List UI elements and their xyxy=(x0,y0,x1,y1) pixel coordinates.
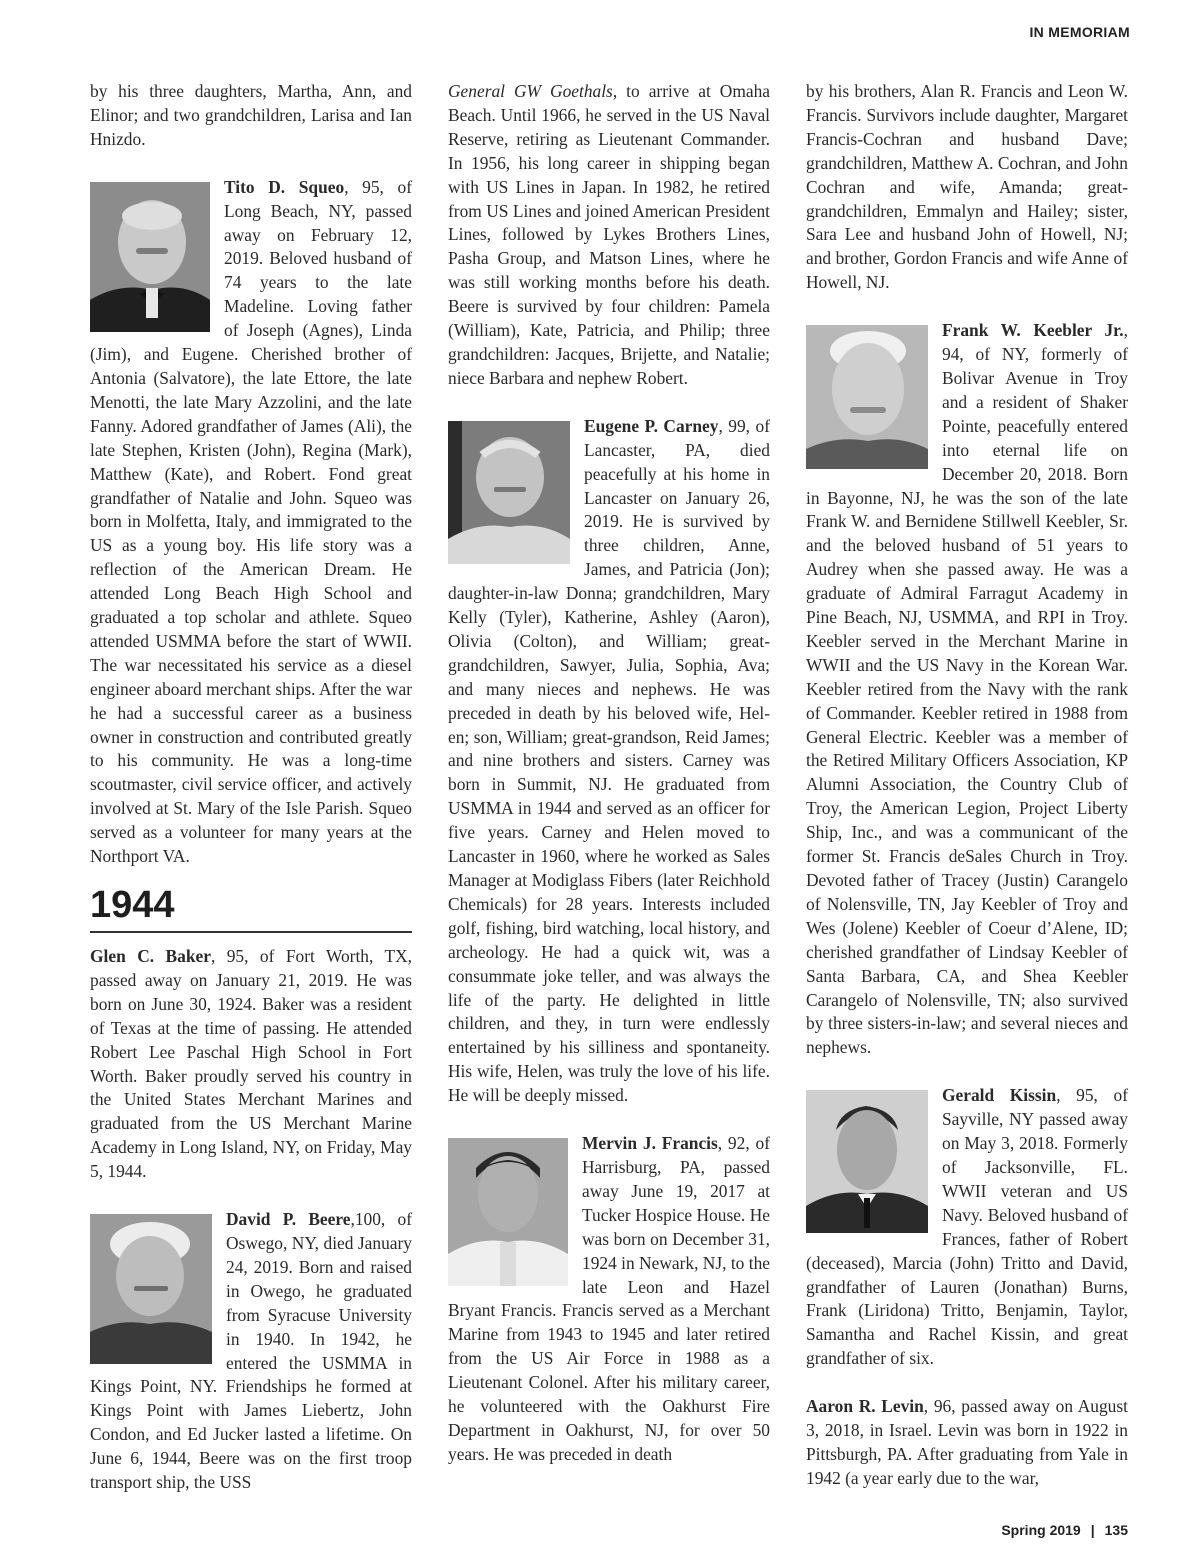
body-squeo: , 95, of Long Beach, NY, passed away on February 12, 2019. Beloved husband of 74 years to the late Madeline. Loving father of Joseph (Agnes), Linda (Jim), and Eugene. Cherished brother of Antonia (Salvatore), the late Ettore, the late Menotti, the late Mary Azzolini, and the late Fanny. Adored grandfather of James (Ali), the late Stephen, Kristen (John), Regina (Mark), Matthew (Kate), and Robert. Fond great grandfather of Natalie and John. Squeo was born in Molfetta, Italy, and immigrated to the US as a young boy. His life story was a reflection of the American Dream. He attended Long Beach High School and graduated a top scholar and athlete. Squeo attended USMMA before the start of WWII. The war necessitated his service as a diesel engineer aboard merchant ships. After the war he had a successful career as a business owner in construction and contributed greatly to his community. He was a long-time scoutmaster, civil service officer, and actively involved at St. Mary of the Isle Parish. Squeo served as a volunteer for many years at the Northport VA. xyxy=(90,176,412,867)
portrait-photo-beere xyxy=(90,1214,212,1364)
ship-name: General GW Goethals xyxy=(448,81,613,101)
obituary-francis xyxy=(448,1132,770,1467)
obituary-keebler xyxy=(806,319,1128,1060)
page-footer xyxy=(1001,1522,1128,1538)
portrait-photo-carney xyxy=(448,421,570,564)
name-levin: Aaron R. Levin xyxy=(806,1396,924,1417)
body-levin: , 96, passed away on August 3, 2018, in Israel. Levin was born in 1922 in Pittsburgh, PA. After graduating from Yale in 1942 (a year early due to the war, xyxy=(806,1396,1128,1488)
name-kissin: Gerald Kissin xyxy=(942,1085,1057,1106)
column-1 xyxy=(90,80,412,1495)
obituary-baker xyxy=(90,945,412,1184)
obituary-carney xyxy=(448,415,770,1108)
name-squeo: Tito D. Squeo xyxy=(224,176,345,197)
portrait-photo-francis xyxy=(448,1138,568,1286)
body-beere: ,100, of Oswego, NY, died January 24, 2019. Born and raised in Owego, he graduated from Syracuse University in 1940. In 1942, he entered the USMMA in Kings Point, NY. Friendships he formed at Kings Point with James Liebertz, John Condon, and Ed Jucker lasted a lifetime. On June 6, 1944, Beere was on the first troop transport ship, the USS xyxy=(90,1209,412,1493)
name-baker: Glen C. Baker xyxy=(90,946,211,966)
footer-separator: | xyxy=(1090,1522,1095,1538)
name-francis: Mervin J. Francis xyxy=(582,1133,718,1154)
column-3 xyxy=(806,80,1128,1491)
body-carney: , 99, of Lancaster, PA, died peacefully at his home in Lancaster on January 26, 2019. He is survived by three children, Anne, James, and Patricia (Jon); daughter-in-law Donna; grandchildren, Mary Kelly (Tyler), Katherine, Ashley (Aaron), Olivia (Colton), and William; great-grandchildren, Sawyer, Julia, Sophia, Ava; and many nieces and nephews. He was preceded in death by his beloved wife, Hel-en; son, William; great-grandson, Reid James; and nine brothers and sisters. Carney was born in Summit, NJ. He graduated from USMMA in 1944 and served as an officer for five years. Carney and Helen moved to Lancaster in 1960, where he worked as Sales Manager at Modiglass Fibers (later Reichhold Chemicals) for 28 years. Interests included golf, fishing, bird watching, local history, and archeology. He had a quick wit, was a consummate joke teller, and was always the life of the party. He delighted in little children, and they, in turn were endlessly entertained by his silliness and spontaneity. His wife, Helen, was truly the love of his life. He will be deeply missed. xyxy=(448,415,770,1106)
carryover-text: by his three daughters, Martha, Ann, and Elinor; and two grandchildren, Larisa and Ian Hnizdo. xyxy=(90,81,412,149)
body-francis: , 92, of Harrisburg, PA, passed away June 19, 2017 at Tucker Hospice House. He was born on December 31, 1924 in Newark, NJ, to the late Leon and Hazel Bryant Francis. Francis served as a Merchant Marine from 1943 to 1945 and later retired from the US Air Force in 1988 as a Lieutenant Colonel. After his military career, he volunteered with the Oakhurst Fire Department in Oakhurst, NJ, for over 50 years. He was preceded in death xyxy=(448,1133,770,1464)
issue-label: Spring 2019 xyxy=(1001,1522,1081,1538)
name-beere: David P. Beere xyxy=(226,1209,351,1230)
obituary-kissin xyxy=(806,1084,1128,1371)
section-header: IN MEMORIAM xyxy=(1029,24,1130,40)
column-2 xyxy=(448,80,770,1467)
name-carney: Eugene P. Carney xyxy=(584,415,719,436)
portrait-photo-kissin xyxy=(806,1090,928,1233)
portrait-photo-squeo xyxy=(90,182,210,332)
year-heading: 1944 xyxy=(90,883,412,933)
obituary-beere-continued xyxy=(448,80,770,391)
body-kissin: , 95, of Sayville, NY passed away on May 3, 2018. Formerly of Jacksonville, FL. WWII veteran and US Navy. Beloved husband of Frances, father of Robert (deceased), Marcia (John) Tritto and David, grandfather of Lauren (Jonathan) Burns, Frank (Liridona) Tritto, Benjamin, Taylor, Samantha and Rachel Kissin, and great grandfather of six. xyxy=(806,1085,1128,1369)
obituary-francis-continued: by his brothers, Alan R. Francis and Leon W. Francis. Survivors include daughter, Margaret Francis-Cochran and husband Dave; grandchildren, Matthew A. Cochran, and John Cochran and wife, Amanda; great-grandchildren, Emmalyn and Hailey; sister, Sara Lee and husband John of Howell, NJ; and brother, Gordon Francis and wife Anne of Howell, NJ. xyxy=(806,81,1128,293)
obituary-levin xyxy=(806,1395,1128,1491)
body-baker: , 95, of Fort Worth, TX, passed away on January 21, 2019. He was born on June 30, 1924. Baker was a resident of Texas at the time of passing. He attended Robert Lee Paschal High School in Fort Worth. Baker proudly served his country in the United States Merchant Marines and graduated from the US Merchant Marine Academy in Long Island, NY, on Friday, May 5, 1944. xyxy=(90,946,412,1182)
body-keebler: , 94, of NY, formerly of Bolivar Avenue in Troy and a resident of Shaker Pointe, peacefully entered into eternal life on December 20, 2018. Born in Bayonne, NJ, he was the son of the late Frank W. and Bernidene Stillwell Keebler, Sr. and the beloved husband of 51 years to Audrey when she passed away. He was a graduate of Admiral Farragut Academy in Pine Beach, NJ, USMMA, and RPI in Troy. Keebler served in the Merchant Marine in WWII and the US Navy in the Korean War. Keebler retired from the Navy with the rank of Commander. Keebler retired in 1988 from General Electric. Keebler was a member of the Retired Military Officers Association, KP Alumni Association, the Country Club of Troy, the American Legion, Project Liberty Ship, Inc., and was a communicant of the former St. Francis deSales Church in Troy. Devoted father of Tracey (Justin) Carangelo of Nolensville, TN, Jay Keebler of Troy and Wes (Jolene) Keebler of Coeur d’Alene, ID; cherished grandfather of Lindsay Keebler of Santa Barbara, CA, and Shea Keebler Carangelo of Nolensville, TN; also survived by three sisters-in-law; and several nieces and nephews. xyxy=(806,320,1128,1058)
obituary-beere xyxy=(90,1208,412,1495)
page-number: 135 xyxy=(1104,1522,1128,1538)
obituary-squeo xyxy=(90,176,412,869)
portrait-photo-keebler xyxy=(806,325,928,469)
body-beere-continued: , to arrive at Omaha Beach. Until 1966, he served in the US Naval Reserve, retiring as Lieutenant Commander. In 1956, his long career in shipping began with US Lines in Japan. In 1982, he retired from US Lines and joined American President Lines, followed by Lykes Brothers Lines, Pasha Group, and Matson Lines, where he was still working months before his death. Beere is survived by four children: Pamela (William), Kate, Patricia, and Philip; three grandchildren: Jacques, Brijette, and Natalie; niece Barbara and nephew Robert. xyxy=(448,81,770,388)
name-keebler: Frank W. Keebler Jr. xyxy=(942,320,1124,341)
